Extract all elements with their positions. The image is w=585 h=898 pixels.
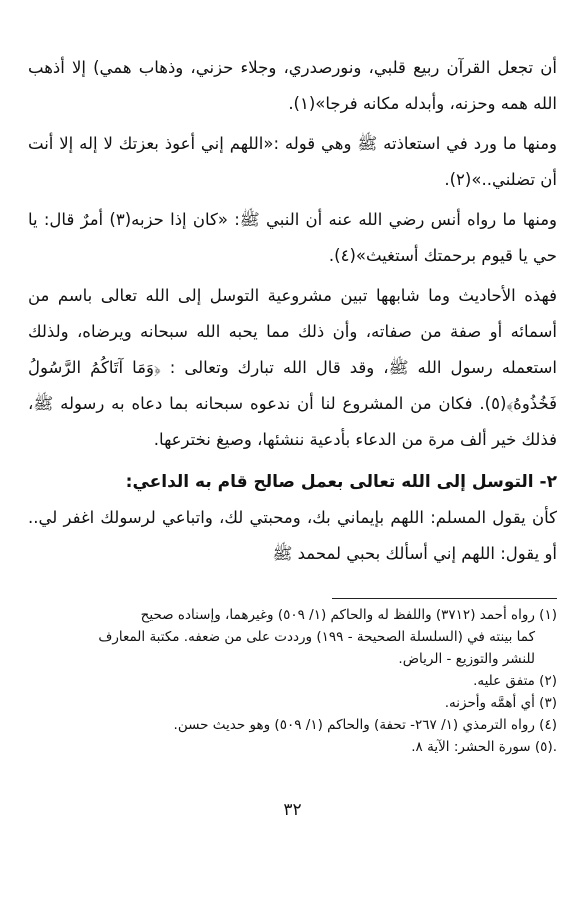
footnote-2: (٢) متفق عليه. (473, 673, 557, 689)
paragraph-2: ومنها ما ورد في استعاذته ﷺ وهي قوله :«اللهم إني أعوذ بعزتك لا إله إلا أنت أن تضلني..»(٢). (28, 134, 557, 189)
footnote-3: (٣) أي أهمَّه وأحزنه. (444, 695, 557, 711)
footnote-5: .(٥) سورة الحشر: الآية ٨. (411, 739, 557, 755)
footnote-1-line-3: للنشر والتوزيع - الرياض. (398, 651, 535, 667)
footnotes (28, 604, 557, 758)
main-text (28, 50, 557, 572)
section-heading: ٢- التوسل إلى الله تعالى بعمل صالح قام به الداعي: (125, 472, 557, 492)
footnote-4: (٤) رواه الترمذي (١/ ٢٦٧- تحفة) والحاكم (١/ ٥٠٩) وهو حديث حسن. (173, 717, 557, 733)
page-number: ٣٢ (283, 800, 302, 820)
footnote-divider (332, 598, 557, 599)
paragraph-5: كأن يقول المسلم: اللهم بإيماني بك، ومحبتي لك، واتباعي لرسولك اغفر لي.. أو يقول: اللهم إني أسألك بحبي لمحمد ﷺ (28, 508, 557, 563)
paragraph-3: ومنها ما رواه أنس رضي الله عنه أن النبي ﷺ: «كان إذا حزبه(٣) أمرٌ قال: يا حي يا قيوم برحمتك أستغيث»(٤). (28, 210, 558, 265)
paragraph-4: فهذه الأحاديث وما شابهها تبين مشروعية التوسل إلى الله تعالى باسم من أسمائه أو صفة من صفاته، وأن ذلك مما يحبه الله سبحانه ويرضاه، ولذلك استعمله رسول الله ﷺ، وقد قال الله تبارك وتعالى : ﴿وَمَا آتَاكُمُ الرَّسُولُ فَخُذُوهُ﴾(٥). فكان من المشروع لنا أن ندعوه سبحانه بما دعاه به رسوله ﷺ، فذلك خير ألف مرة من الدعاء بأدعية ننشئها، وصيغ نخترعها. (28, 286, 557, 449)
footnote-1-line-2: كما بينته في (السلسلة الصحيحة - ١٩٩) ورددت على من ضعفه. مكتبة المعارف (98, 629, 535, 645)
page-body (28, 50, 557, 576)
paragraph-1: أن تجعل القرآن ربيع قلبي، ونورصدري، وجلاء حزني، وذهاب همي) إلا أذهب الله همه وحزنه، وأبدله مكانه فرجا»(١). (28, 58, 557, 113)
footnote-1-line-1: (١) رواه أحمد (٣٧١٢) واللفظ له والحاكم (١/ ٥٠٩) وغيرهما، وإسناده صحيح (140, 607, 557, 623)
